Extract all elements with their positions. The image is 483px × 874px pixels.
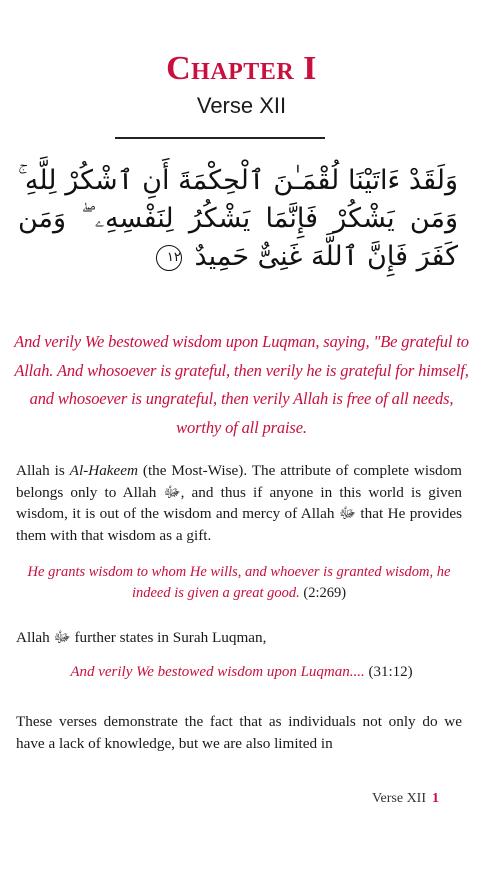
- quote1-ref: (2:269): [299, 585, 347, 601]
- verse-translation: And verily We bestowed wisdom upon Luqman, saying, "Be grateful to Allah. And whosoever is grateful, then verily he is grateful for himself, and whosoever is ungrateful, then verily Allah is free of all needs, worthy of all praise.: [14, 332, 469, 437]
- arabic-verse: [18, 162, 458, 276]
- paragraph1-after: (the Most-Wise). The attribute of complete wisdom belongs only to Allah ﷻ, and thus if anyone in this world is given wisdom, it is out of the wisdom and mercy of Allah ﷻ that He provides them with that wisdom as a gift.: [16, 462, 462, 544]
- arabic-text: وَلَقَدْ ءَاتَيْنَا لُقْمَـٰنَ ٱلْحِكْمَةَ أَنِ ٱشْكُرْ لِلَّهِ ۚ وَمَن يَشْكُرْ فَإِنَّمَا يَشْكُرُ لِنَفْسِهِۦ ۖ وَمَن كَفَرَ فَإِنَّ ٱللَّهَ غَنِىٌّ حَمِيدٌ: [18, 165, 458, 272]
- paragraph1-term: Al-Hakeem: [69, 462, 138, 479]
- quote-31-12: [0, 662, 483, 683]
- title-divider: [115, 137, 325, 139]
- chapter-title: Chapter I: [166, 50, 317, 87]
- paragraph-al-hakeem: [16, 460, 462, 546]
- paragraph-verses-demonstrate: These verses demonstrate the fact that as individuals not only do we have a lack of knowledge, but we are also limited in: [16, 713, 462, 752]
- page-number: 1: [432, 791, 439, 806]
- verse-title: Verse XII: [196, 93, 287, 118]
- paragraph1-before: Allah is: [16, 462, 70, 479]
- quote2-ref: (31:12): [364, 664, 413, 680]
- quote-2-269: [14, 562, 464, 604]
- footer-running-head: Verse XII: [371, 791, 426, 806]
- quote2-text: And verily We bestowed wisdom upon Luqman....: [70, 664, 365, 680]
- paragraph-surah-luqman: Allah ﷻ further states in Surah Luqman,: [16, 629, 267, 646]
- ayah-number-icon: ١٢: [156, 245, 182, 271]
- quote1-text: He grants wisdom to whom He wills, and whoever is granted wisdom, he indeed is given a great good.: [27, 564, 451, 601]
